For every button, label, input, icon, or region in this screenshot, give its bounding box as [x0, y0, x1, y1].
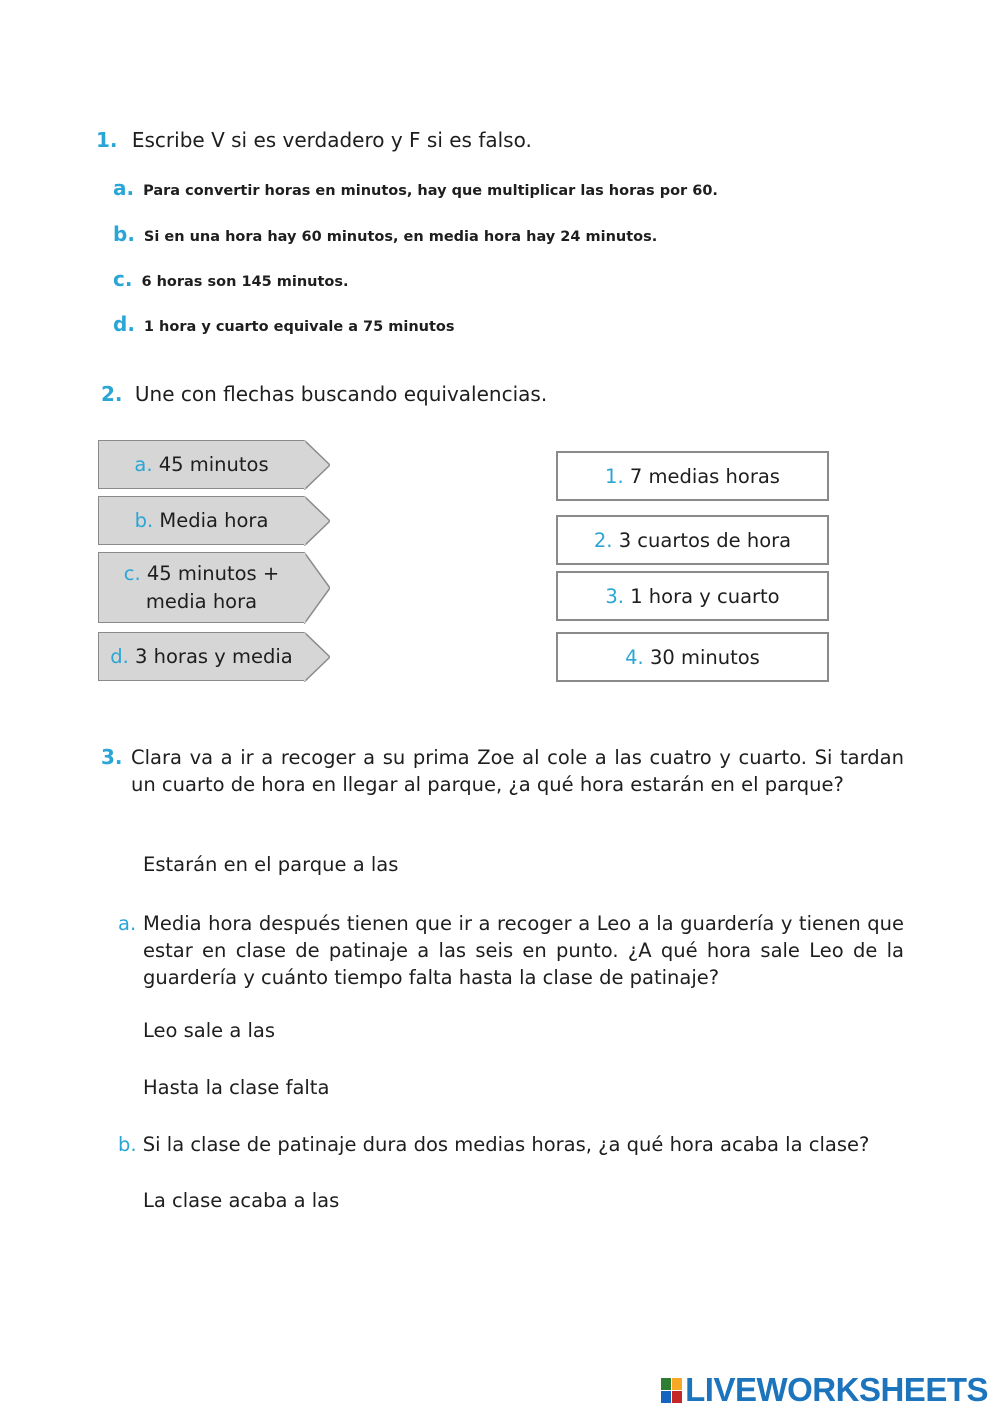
question-text: Clara va a ir a recoger a su prima Zoe al cole a las cuatro y cuarto. Si tardan un cuarto de hora en llegar al parque, ¿a qué hora estarán en el parque? — [131, 746, 904, 796]
arrow-tip-icon — [304, 552, 330, 624]
match-right-2[interactable] — [556, 515, 829, 565]
match-letter: d. — [110, 644, 129, 668]
match-left-d[interactable] — [98, 632, 305, 681]
question-text: Escribe V si es verdadero y F si es falso. — [131, 128, 532, 152]
match-text: 3 cuartos de hora — [618, 528, 792, 552]
match-left-b[interactable] — [98, 496, 305, 545]
match-right-4[interactable] — [556, 632, 829, 682]
question-3a — [118, 910, 904, 991]
item-letter: a. — [113, 176, 135, 200]
sub-letter: b. — [118, 1133, 137, 1156]
sub-letter: a. — [118, 912, 137, 935]
question-1-title — [96, 128, 532, 152]
answer-prompt: Hasta la clase falta — [143, 1076, 330, 1099]
match-text: 45 minutos — [158, 452, 269, 476]
match-letter: a. — [134, 452, 153, 476]
match-text: 1 hora y cuarto — [630, 584, 780, 608]
question-text: Une con flechas buscando equivalencias. — [134, 382, 548, 406]
arrow-tip-icon — [304, 440, 330, 490]
question-number: 3. — [101, 745, 123, 769]
question-3 — [101, 744, 904, 798]
answer-line-remaining — [143, 1076, 329, 1099]
item-text: 6 horas son 145 minutos. — [141, 274, 349, 290]
match-right-3[interactable] — [556, 571, 829, 621]
match-text: 30 minutos — [649, 645, 760, 669]
match-text: 7 medias horas — [629, 464, 780, 488]
sub-question-text: Media hora después tienen que ir a recoger a Leo a la guardería y tienen que estar en clase de patinaje a las seis en punto. ¿A qué hora sale Leo de la guardería y cuánto tiempo falta hasta la clase de patinaje? — [143, 912, 904, 989]
match-number: 2. — [593, 528, 613, 552]
tf-item-a — [113, 176, 718, 200]
answer-prompt: La clase acaba a las — [143, 1189, 340, 1212]
arrow-tip-icon — [304, 632, 330, 682]
question-number: 2. — [101, 382, 123, 406]
sub-question-text: Si la clase de patinaje dura dos medias horas, ¿a qué hora acaba la clase? — [142, 1133, 870, 1156]
match-text: Media hora — [159, 508, 269, 532]
answer-line-leo — [143, 1019, 275, 1042]
answer-line-class-end — [143, 1189, 339, 1212]
logo-text: LIVEWORKSHEETS — [685, 1371, 988, 1408]
match-right-1[interactable] — [556, 451, 829, 501]
match-number: 1. — [605, 464, 624, 488]
tf-item-c — [113, 267, 349, 291]
question-2-title — [101, 382, 547, 406]
item-letter: b. — [113, 222, 135, 246]
match-left-c[interactable] — [98, 552, 305, 623]
question-number: 1. — [96, 128, 118, 152]
match-letter: c. — [123, 561, 141, 585]
item-text: Para convertir horas en minutos, hay que multiplicar las horas por 60. — [143, 183, 718, 199]
item-text: 1 hora y cuarto equivale a 75 minutos — [143, 319, 455, 335]
logo-mark-icon — [661, 1378, 682, 1403]
arrow-tip-icon — [304, 496, 330, 546]
answer-prompt: Estarán en el parque a las — [143, 853, 399, 876]
match-letter: b. — [134, 508, 154, 532]
tf-item-d — [113, 312, 455, 336]
match-number: 4. — [625, 645, 644, 669]
question-3b — [118, 1133, 869, 1156]
item-letter: c. — [113, 267, 133, 291]
match-number: 3. — [605, 584, 624, 608]
item-letter: d. — [113, 312, 135, 336]
answer-line-park — [143, 853, 398, 876]
tf-item-b — [113, 222, 657, 246]
match-text: 45 minutos + media hora — [145, 561, 280, 613]
answer-prompt: Leo sale a las — [143, 1019, 276, 1042]
match-left-a[interactable] — [98, 440, 305, 489]
match-text: 3 horas y media — [135, 644, 293, 668]
liveworksheets-logo — [661, 1371, 988, 1409]
item-text: Si en una hora hay 60 minutos, en media hora hay 24 minutos. — [143, 229, 658, 245]
